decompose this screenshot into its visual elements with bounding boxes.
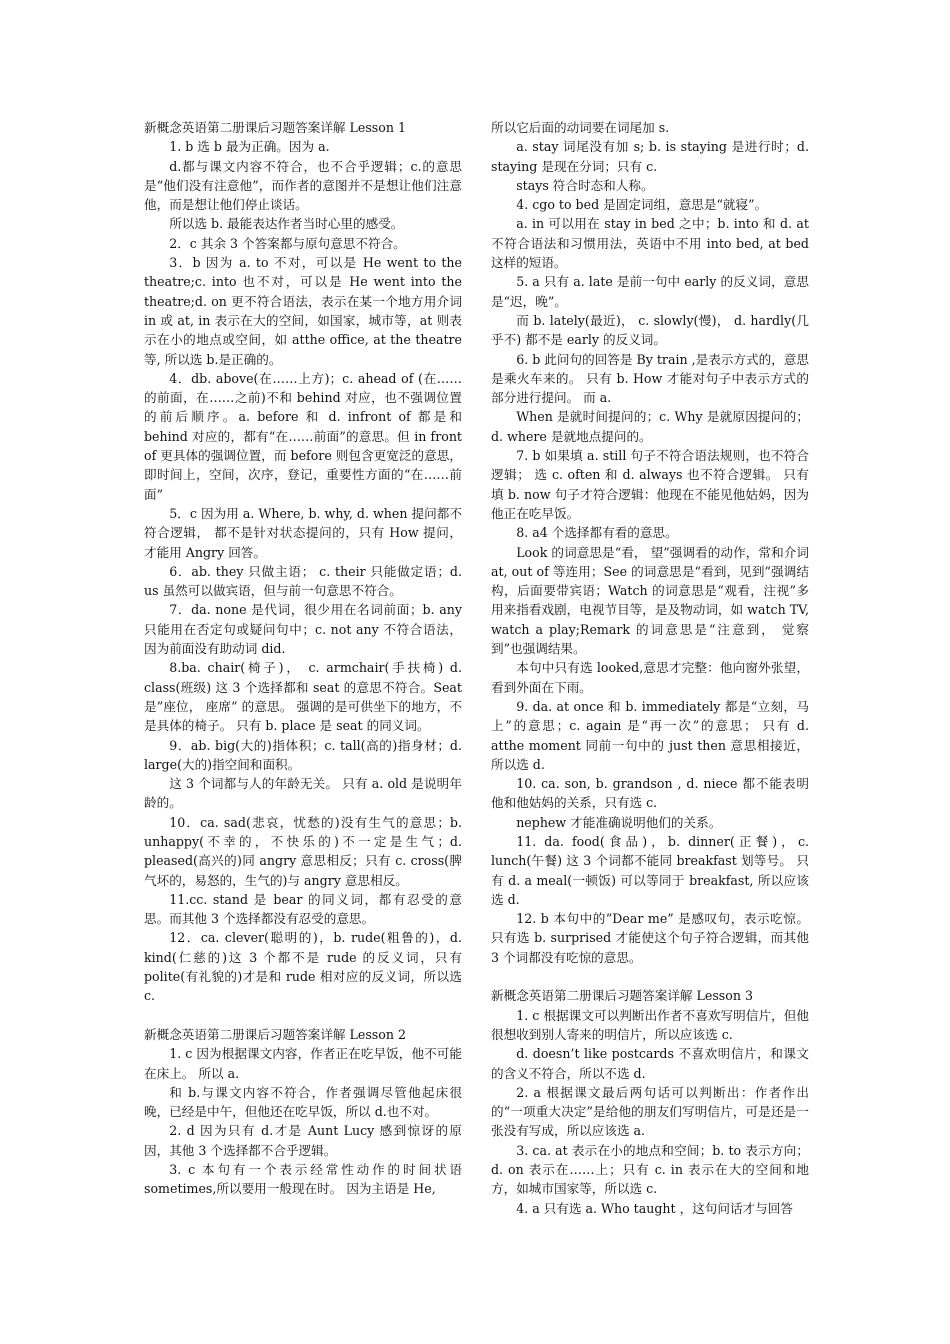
answer-paragraph: 4. a 只有选 a. Who taught ，这句问话才与回答 [516,1200,793,1216]
left-column [144,118,462,1199]
answer-paragraph: 而 b. lately(最近)， c. slowly(慢)， d. hardly(几乎不) 都不是 early 的反义词。 [491,312,809,348]
answer-paragraph: 1. c 因为根据课文内容，作者正在吃早饭，他不可能在床上。 所以 a. [144,1046,462,1081]
answer-paragraph: 2. a 根据课文最后两句话可以判断出：作者作出的“一项重大决定”是给他的朋友们写明信片，可是还是一张没有写成，所以应该选 a. [491,1084,809,1139]
answer-paragraph: 6．ab. they 只做主语； c. their 只能做定语；d. us 虽然可以做宾语，但与前一句意思不符合。 [144,563,462,599]
lesson-heading: 新概念英语第二册课后习题答案详解 Lesson 2 [144,1026,406,1042]
answer-paragraph: 11.cc. stand 是 bear 的同义词，都有忍受的意思。而其他 3 个选择都没有忍受的意思。 [144,891,462,927]
answer-paragraph: 7．da. none 是代词，很少用在名词前面；b. any 只能用在否定句或疑问句中；c. not any 不符合语法，因为前面没有助动词 did. [144,602,462,657]
answer-paragraph: 3. c 本句有一个表示经常性动作的时间状语 sometimes,所以要用一般现在时。 因为主语是 He, [144,1162,462,1197]
lesson-heading: 所以它后面的动词要在词尾加 s. [491,120,670,135]
answer-paragraph: 12. b 本句中的”Dear me” 是感叹句，表示吃惊。只有选 b. surprised 才能使这个句子符合逻辑，而其他 3 个词都没有吃惊的意思。 [491,911,809,965]
answer-paragraph: 10. ca. son, b. grandson , d. niece 都不能表明他和他姑妈的关系，只有选 c. [491,776,809,811]
answer-paragraph: 3. ca. at 表示在小的地点和空间；b. to 表示方向；d. on 表示在……上；只有 c. in 表示在大的空间和地方，如城市国家等，所以选 c. [491,1142,809,1197]
answer-paragraph: 4．db. above(在……上方)；c. ahead of (在……的前面，在……之前)不和 behind 对应，也不强调位置的前后顺序。a. before 和 d. infront of 都是和 behind 对应的，都有“在……前面”的意思。但 in front of 更具体的强调位置，而 before 则包含更宽泛的意思，即时间上，空间，次序，登记，重要性方面的“在……前面” [144,370,462,502]
answer-paragraph: stays 符合时态和人称。 [516,177,654,193]
answer-paragraph: 5. a 只有 a. late 是前一句中 early 的反义词，意思是“迟，晚”。 [491,274,809,309]
answer-paragraph: d.都与课文内容不符合，也不合乎逻辑；c.的意思是“他们没有注意他”，而作者的意图并不是想让他们注意他，而是想让他们停止谈话。 [144,158,462,213]
answer-paragraph: 本句中只有选 looked,意思才完整：他向窗外张望，看到外面在下雨。 [491,660,809,695]
answer-paragraph: 8.ba. chair(椅子)， c. armchair(手扶椅) d. class(班级) 这 3 个选择都和 seat 的意思不符合。Seat 是”座位， 座席” 的意思。 强调的是可供坐下的地方，不是具体的椅子。 只有 b. place 是 seat 的同义词。 [144,660,462,734]
answer-paragraph: 2. d 因为只有 d.才是 Aunt Lucy 感到惊讶的原因，其他 3 个选择都不合乎逻辑。 [144,1123,462,1158]
answer-paragraph: a. stay 词尾没有加 s; b. is staying 是进行时；d. staying 是现在分词；只有 c. [491,139,809,174]
answer-paragraph: 5．c 因为用 a. Where, b. why, d. when 提问都不符合逻辑， 都不是针对状态提问的，只有 How 提问，才能用 Angry 回答。 [144,505,462,560]
answer-paragraph: d. doesn’t like postcards 不喜欢明信片，和课文的含义不符合，所以不选 d. [491,1046,809,1081]
right-column [491,118,809,1218]
answer-paragraph: 6. b 此问句的回答是 By train ,是表示方式的，意思是乘火车来的。 只有 b. How 才能对句子中表示方式的部分进行提问。 而 a. [491,351,809,406]
answer-paragraph: 7. b 如果填 a. still 句子不符合语法规则，也不符合逻辑； 选 c. often 和 d. always 也不符合逻辑。 只有填 b. now 句子才符合逻辑：他现在不能见他姑妈，因为他正在吃早饭。 [491,448,809,521]
lesson-heading: 新概念英语第二册课后习题答案详解 Lesson 1 [144,120,406,135]
answer-paragraph: 2．c 其余 3 个答案都与原句意思不符合。 [169,235,406,251]
answer-paragraph: 8. a4 个选择都有看的意思。 [516,525,678,541]
paragraph-spacer [144,1006,462,1025]
answer-paragraph: When 是就时间提问的；c. Why 是就原因提问的；d. where 是就地点提问的。 [491,409,809,444]
answer-paragraph: 和 b.与课文内容不符合，作者强调尽管他起床很晚，已经是中午，但他还在吃早饭，所以 d.也不对。 [144,1084,462,1120]
answer-paragraph: 11. da. food(食品)，b. dinner(正餐)，c. lunch(午餐) 这 3 个词都不能同 breakfast 划等号。 只有 d. a meal(一顿饭) 可以等同于 breakfast, 所以应该选 d. [491,833,809,907]
answer-paragraph: nephew 才能准确说明他们的关系。 [516,814,722,830]
answer-paragraph: 1. c 根据课文可以判断出作者不喜欢写明信片，但他很想收到别人寄来的明信片，所以应该选 c. [491,1007,809,1042]
answer-paragraph: 9. da. at once 和 b. immediately 都是“立刻，马上”的意思；c. again 是“再一次”的意思； 只有 d. atthe moment 同前一句中的 just then 意思相接近，所以选 d. [491,698,809,772]
answer-paragraph: 10．ca. sad(悲哀，忧愁的)没有生气的意思；b. unhappy(不幸的，不快乐的)不一定是生气；d. pleased(高兴的)同 angry 意思相反；只有 c. cross(脾气坏的，易怒的，生气的)与 angry 意思相反。 [144,814,462,888]
answer-paragraph: 这 3 个词都与人的年龄无关。 只有 a. old 是说明年龄的。 [144,776,462,811]
answer-paragraph: a. in 可以用在 stay in bed 之中；b. into 和 d. at 不符合语法和习惯用法，英语中不用 into bed, at bed 这样的短语。 [491,216,809,271]
answer-paragraph: 4. cgo to bed 是固定词组，意思是“就寝”。 [516,197,768,213]
paragraph-spacer [491,967,809,986]
answer-paragraph: Look 的词意思是“看， 望”强调看的动作，常和介词 at, out of 等连用；See 的词意思是“看到，见到”强调结构，后面要带宾语；Watch 的词意思是“观看，注视”多用来指看戏剧，电视节目等，是及物动词，如 watch TV, watch a play;Remark 的词意思是“注意到， 觉察到”也强调结果。 [491,544,809,657]
answer-paragraph: 9．ab. big(大的)指体积；c. tall(高的)指身材；d. large(大的)指空间和面积。 [144,737,462,772]
answer-paragraph: 12．ca. clever(聪明的)，b. rude(粗鲁的)，d. kind(仁慈的)这 3 个都不是 rude 的反义词，只有 polite(有礼貌的)才是和 rude 相对应的反义词，所以选 c. [144,930,462,1004]
answer-paragraph: 所以选 b. 最能表达作者当时心里的感受。 [169,216,404,232]
answer-paragraph: 3．b 因为 a. to 不对，可以是 He went to the theatre;c. into 也不对，可以是 He went into the theatre;d. on 更不符合语法，表示在某一个地方用介词 in 或 at, in 表示在大的空间，如国家，城市等，at 则表示在小的地点或空间，如 atthe office, at the theatre 等, 所以选 b.是正确的。 [144,255,462,367]
answer-paragraph: 1. b 选 b 最为正确。因为 a. [169,139,330,155]
lesson-heading: 新概念英语第二册课后习题答案详解 Lesson 3 [491,988,753,1004]
